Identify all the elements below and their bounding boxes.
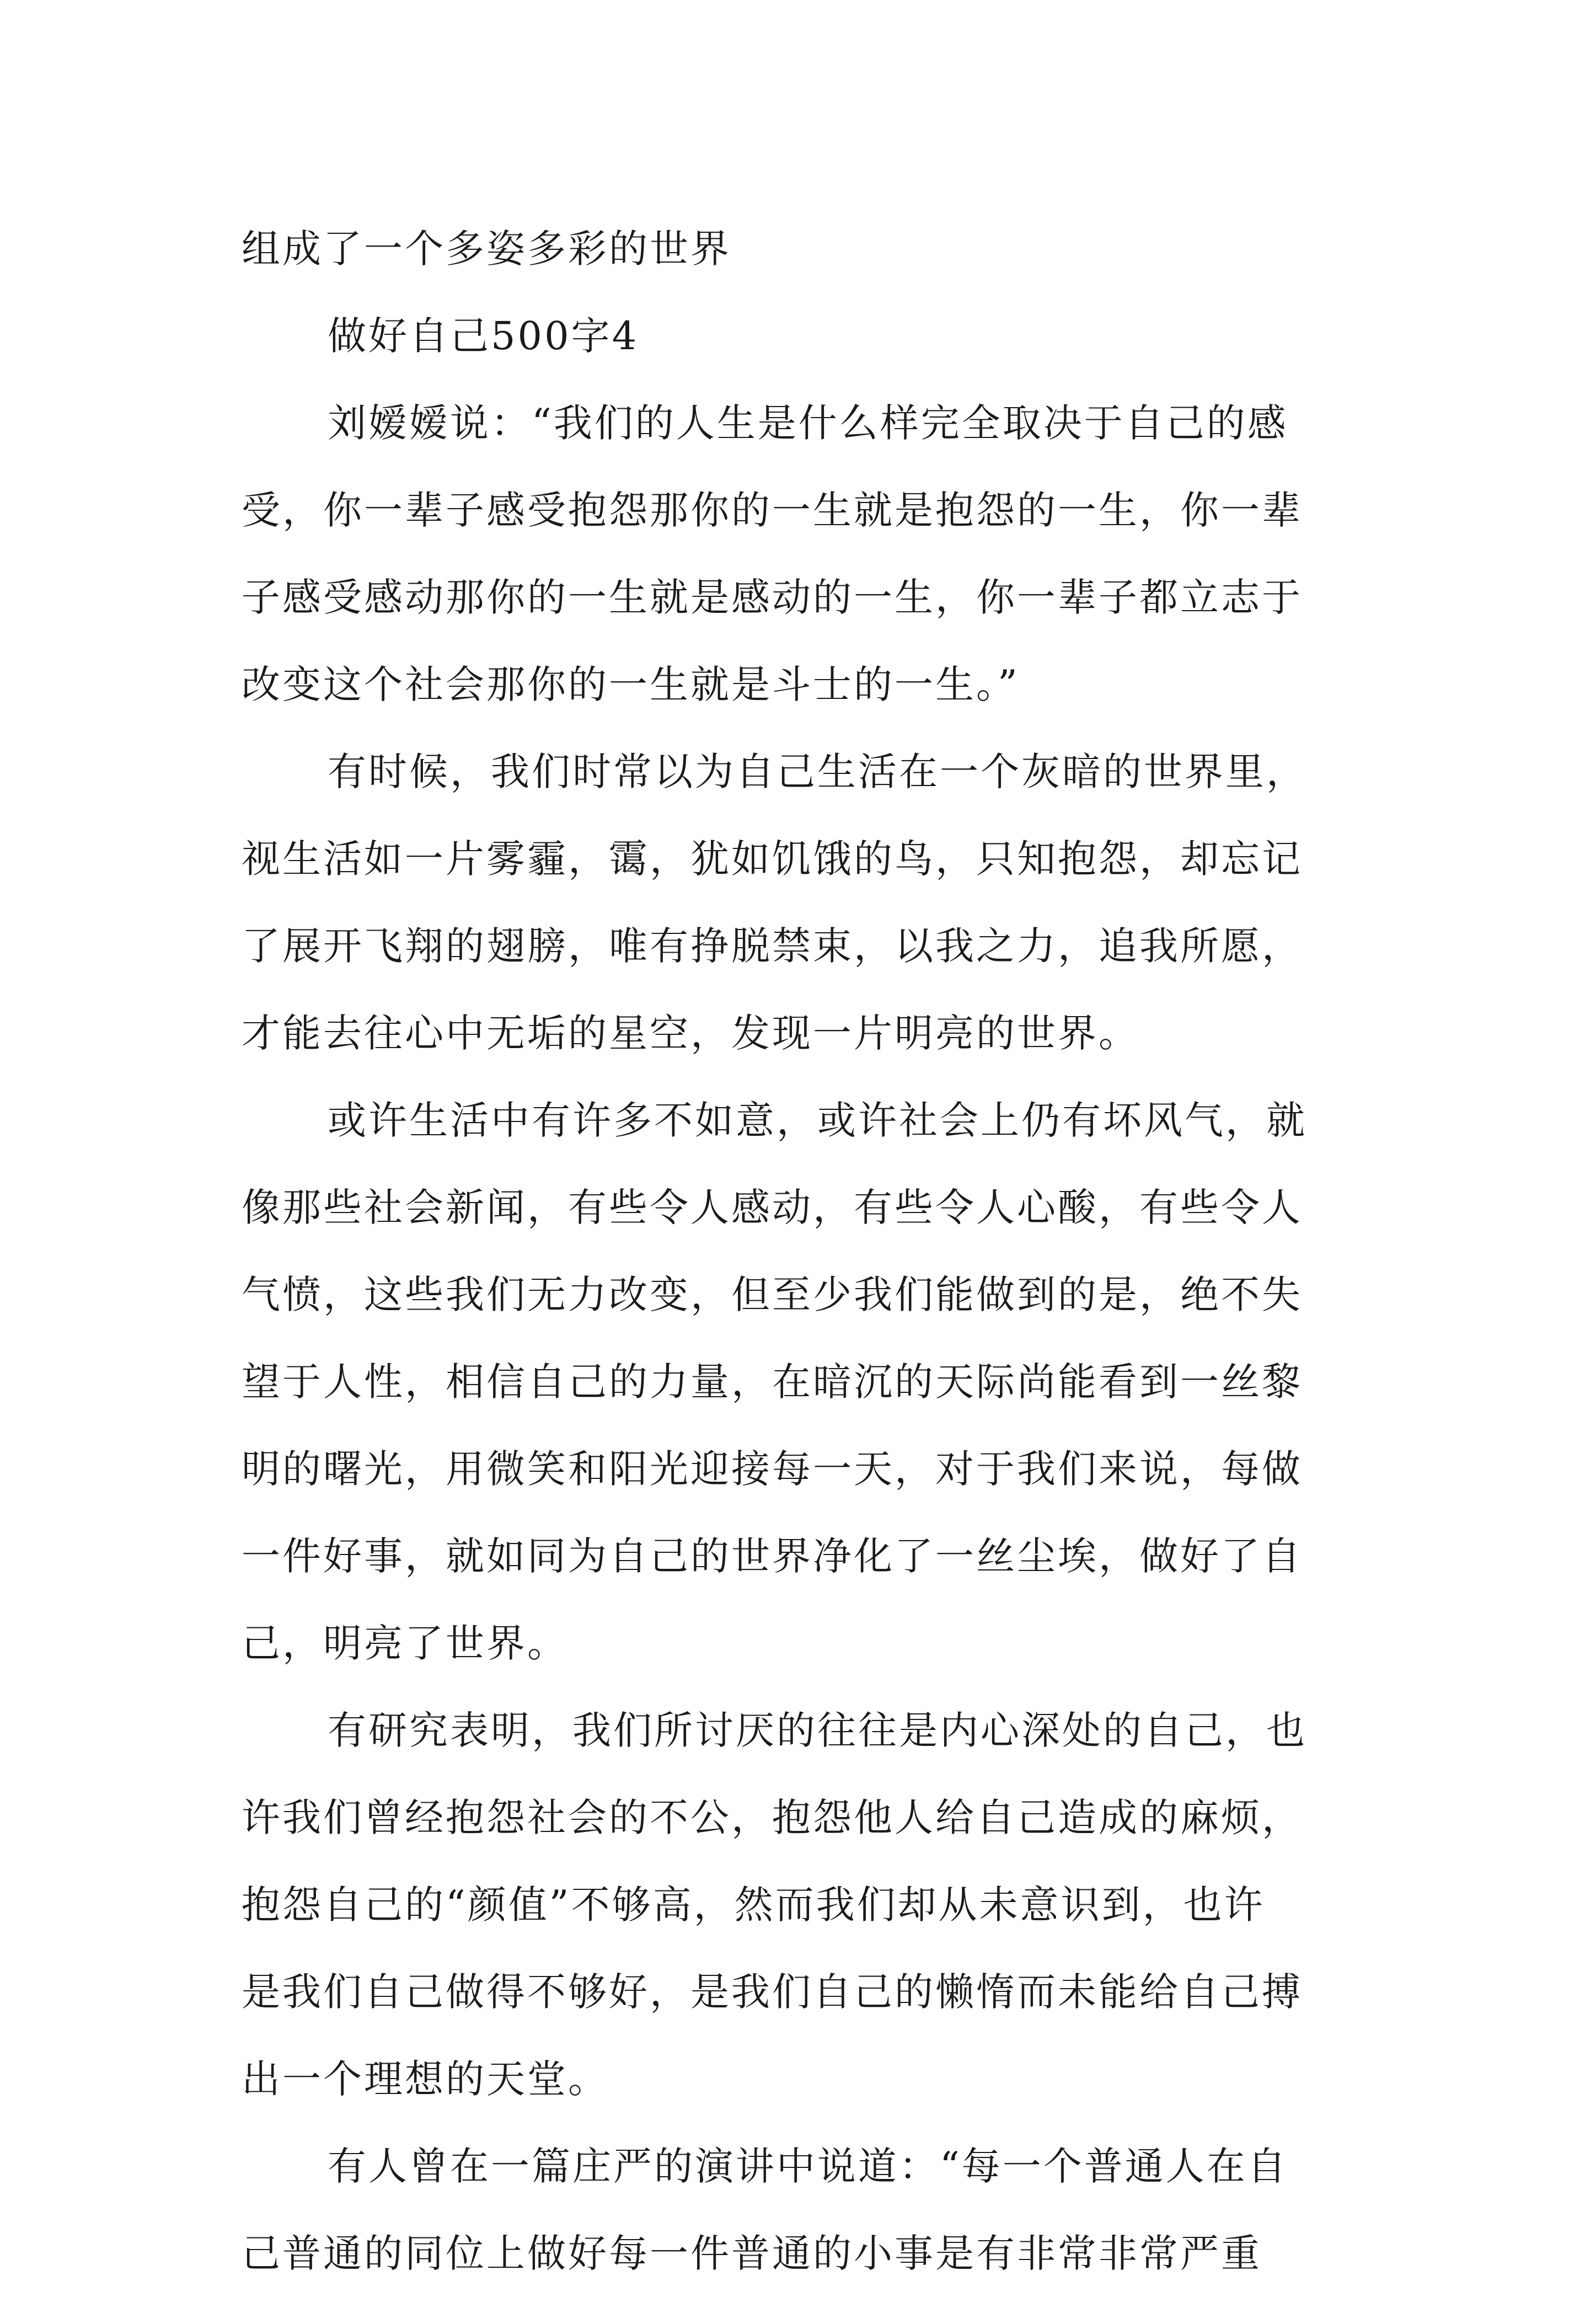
text-line: 己普通的同位上做好每一件普通的小事是有非常非常严重 — [242, 2231, 1262, 2276]
text-line: 一件好事，就如同为自己的世界净化了一丝尘埃，做好了自 — [242, 1534, 1303, 1579]
section-heading: 做好自己500字4 — [328, 313, 639, 359]
text-line: 望于人性，相信自己的力量，在暗沉的天际尚能看到一丝黎 — [242, 1359, 1303, 1404]
text-line: 组成了一个多姿多彩的世界 — [242, 226, 731, 271]
text-line: 许我们曾经抱怨社会的不公，抱怨他人给自己造成的麻烦， — [242, 1795, 1303, 1840]
text-line: 视生活如一片雾霾，霭，犹如饥饿的鸟，只知抱怨，却忘记 — [242, 836, 1303, 882]
text-line: 己，明亮了世界。 — [242, 1621, 568, 1666]
text-line: 或许生活中有许多不如意，或许社会上仍有坏风气，就 — [328, 1098, 1307, 1143]
text-line: 有人曾在一篇庄严的演讲中说道：“每一个普通人在自 — [328, 2144, 1288, 2189]
text-line: 改变这个社会那你的一生就是斗士的一生。” — [242, 662, 1020, 707]
text-line: 刘嫒嫒说：“我们的人生是什么样完全取决于自己的感 — [328, 400, 1288, 446]
text-line: 气愤，这些我们无力改变，但至少我们能做到的是，绝不失 — [242, 1272, 1303, 1317]
text-line: 像那些社会新闻，有些令人感动，有些令人心酸，有些令人 — [242, 1185, 1303, 1230]
text-line: 出一个理想的天堂。 — [242, 2056, 609, 2102]
text-line: 抱怨自己的“颜值”不够高，然而我们却从未意识到，也许 — [242, 1882, 1265, 1927]
text-line: 有研究表明，我们所讨厌的往往是内心深处的自己，也 — [328, 1708, 1307, 1753]
text-line: 是我们自己做得不够好，是我们自己的懒惰而未能给自己搏 — [242, 1969, 1303, 2015]
text-line: 有时候，我们时常以为自己生活在一个灰暗的世界里， — [328, 749, 1307, 794]
text-line: 才能去往心中无垢的星空，发现一片明亮的世界。 — [242, 1011, 1139, 1056]
text-line: 子感受感动那你的一生就是感动的一生，你一辈子都立志于 — [242, 575, 1303, 620]
text-line: 受，你一辈子感受抱怨那你的一生就是抱怨的一生，你一辈 — [242, 488, 1303, 533]
document-body — [242, 205, 1367, 2297]
text-line: 明的曙光，用微笑和阳光迎接每一天，对于我们来说，每做 — [242, 1446, 1303, 1492]
text-line: 了展开飞翔的翅膀，唯有挣脱禁束，以我之力，追我所愿， — [242, 923, 1303, 969]
